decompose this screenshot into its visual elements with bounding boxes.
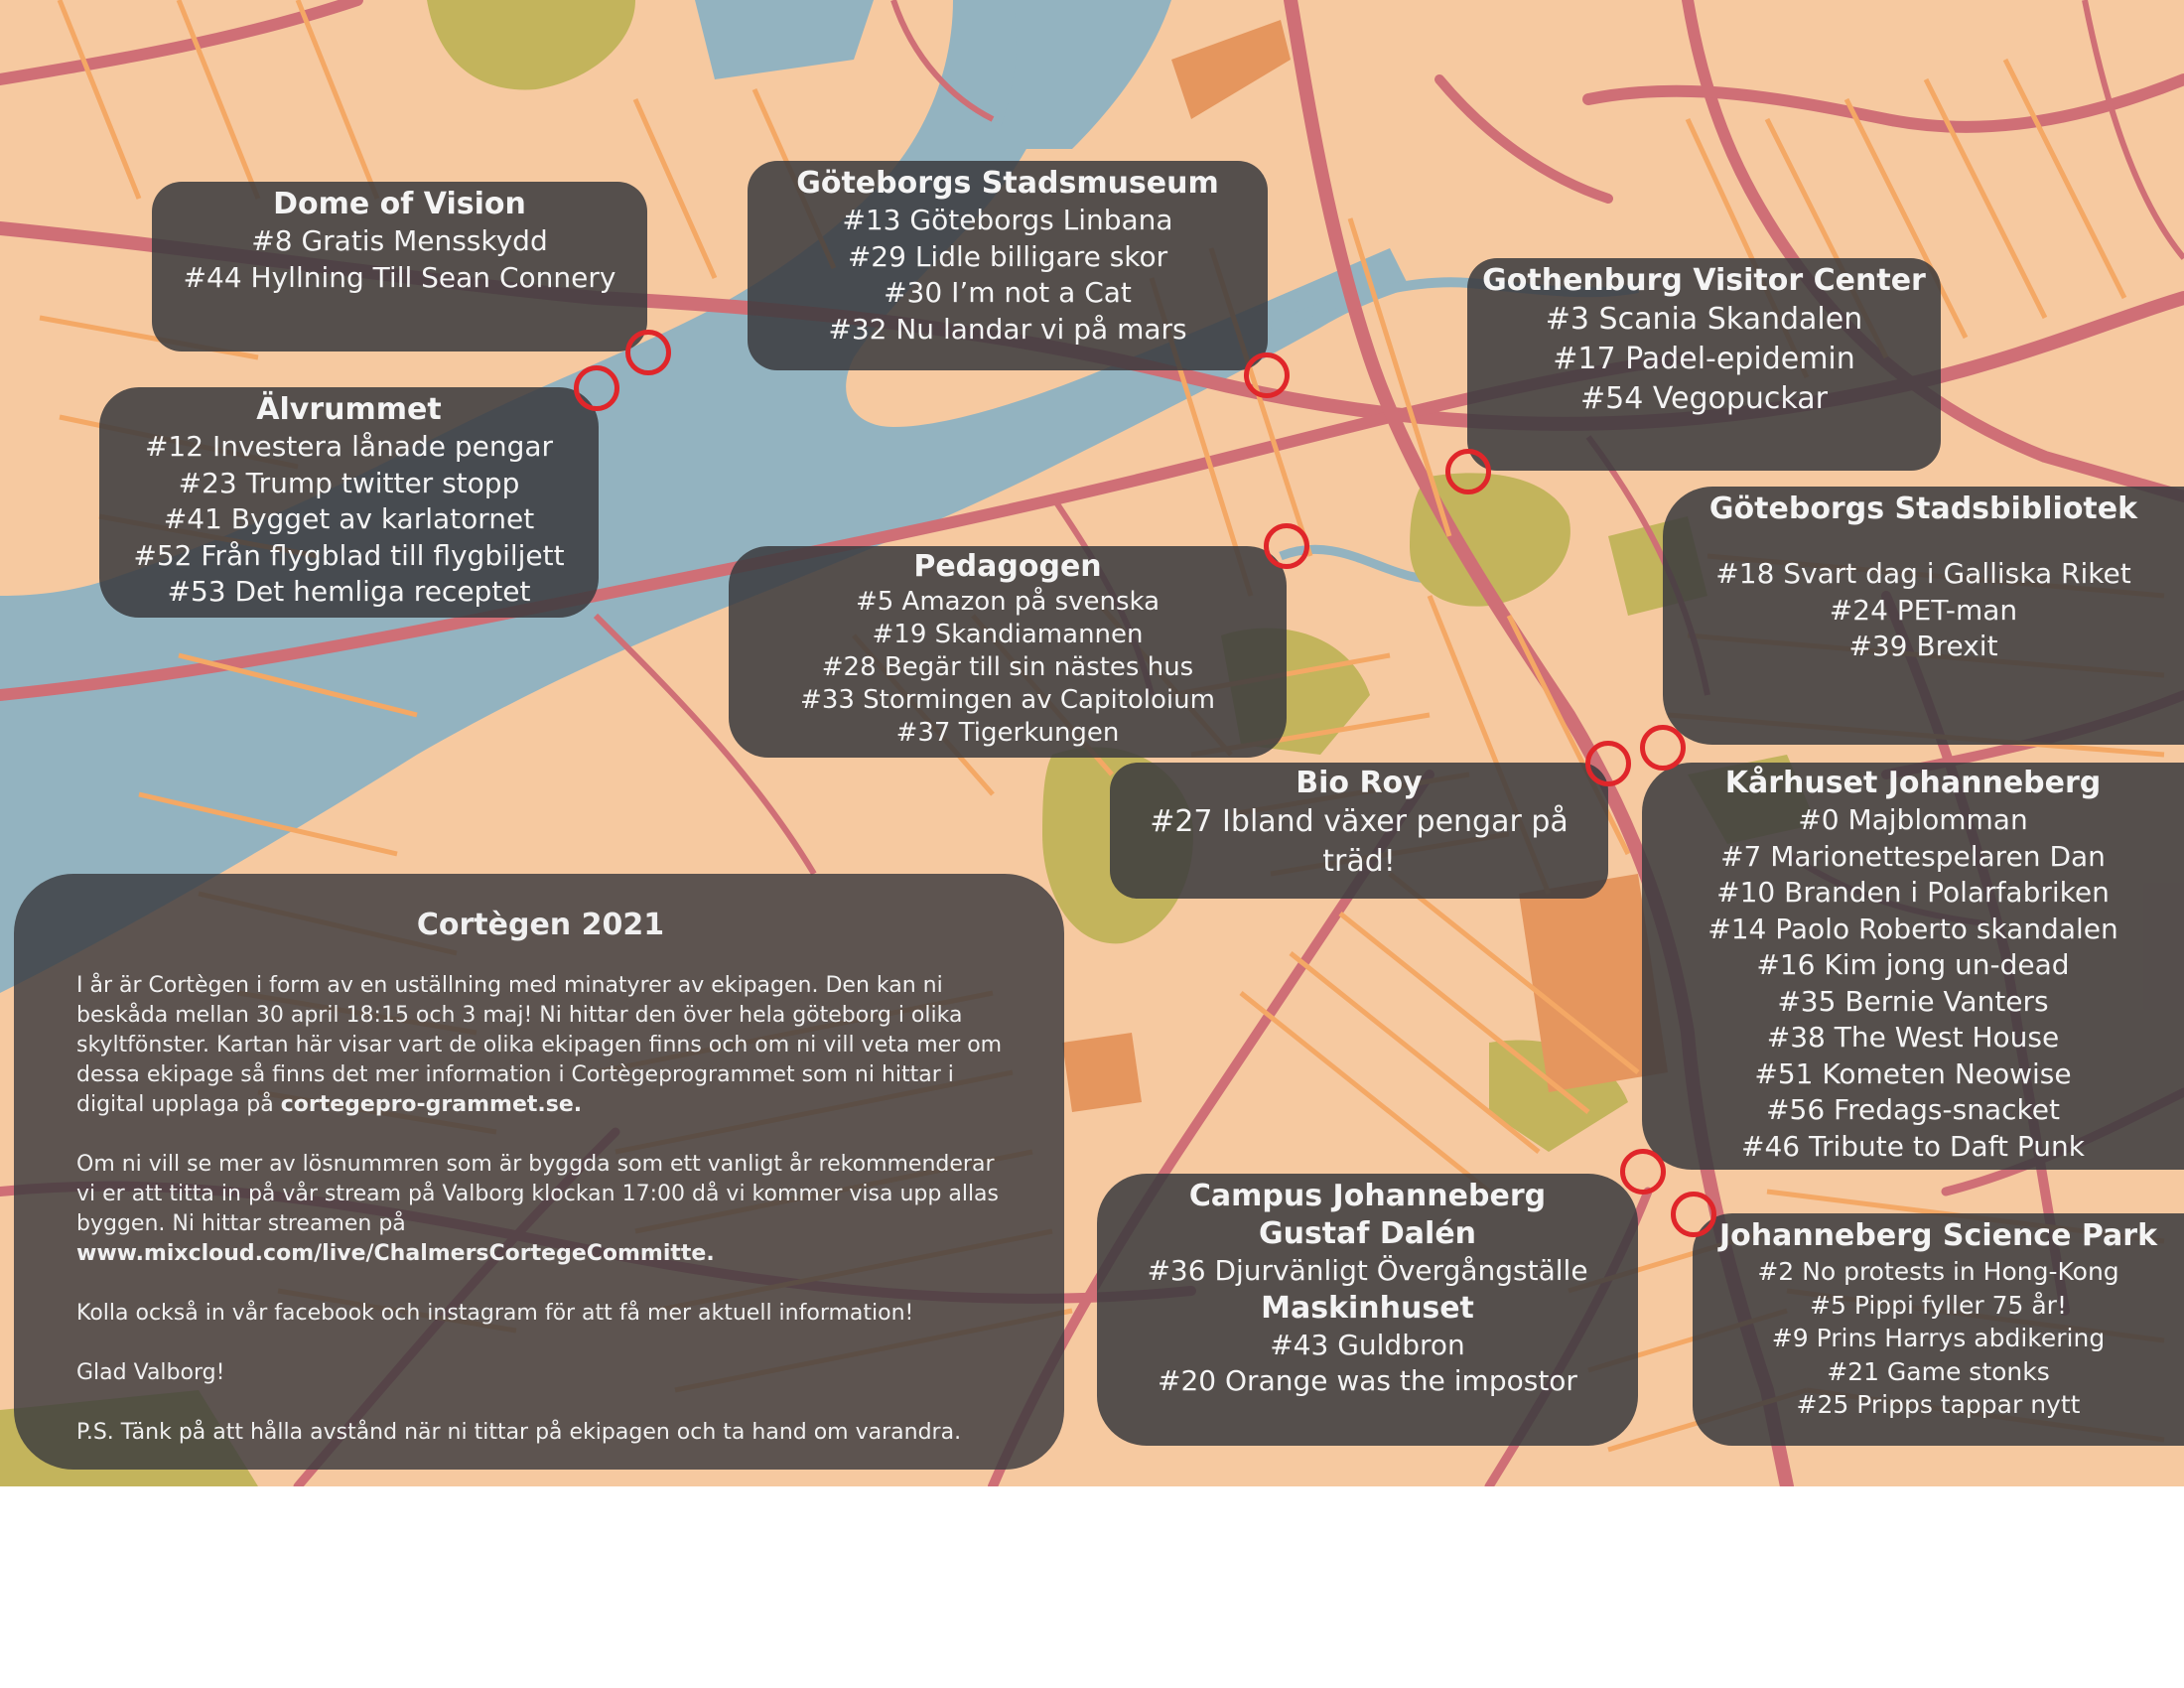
location-goteborgs-stadsbibliotek[interactable] (1663, 487, 2184, 745)
exhibit-item: #5 Amazon på svenska (855, 587, 1160, 617)
exhibit-item: #32 Nu landar vi på mars (828, 312, 1187, 346)
location-karhuset-johanneberg[interactable] (1642, 763, 2184, 1170)
info-panel (14, 874, 1064, 1470)
marker-alvrummet[interactable] (574, 365, 619, 411)
exhibit-item: #53 Det hemliga receptet (167, 575, 531, 608)
marker-karhuset-johanneberg[interactable] (1620, 1149, 1666, 1195)
exhibit-item: träd! (1322, 844, 1396, 879)
exhibit-item: #9 Prins Harrys abdikering (1771, 1324, 2106, 1352)
exhibit-item: #8 Gratis Mensskydd (251, 224, 548, 257)
exhibit-item: #18 Svart dag i Galliska Riket (1715, 557, 2131, 590)
exhibit-item: #19 Skandiamannen (872, 620, 1144, 649)
exhibit-item: #52 Från flygblad till flygbiljett (133, 538, 565, 572)
exhibit-item: #33 Stormingen av Capitoloium (800, 685, 1215, 715)
marker-goteborgs-stadsmuseum[interactable] (1244, 352, 1290, 398)
exhibit-item: #28 Begär till sin nästes hus (821, 652, 1194, 682)
exhibit-item: #23 Trump twitter stopp (178, 466, 520, 499)
exhibit-item: #0 Majblomman (1798, 803, 2028, 836)
marker-pedagogen[interactable] (1264, 523, 1309, 569)
exhibit-item: #56 Fredags-snacket (1766, 1093, 2060, 1126)
marker-bio-roy[interactable] (1585, 741, 1631, 786)
exhibit-item: #20 Orange was the impostor (1158, 1364, 1577, 1397)
info-paragraph-2 (76, 1150, 1005, 1269)
exhibit-item: #44 Hyllning Till Sean Connery (183, 260, 616, 294)
marker-campus-johanneberg[interactable] (1671, 1192, 1716, 1237)
exhibit-item: #25 Pripps tappar nytt (1796, 1390, 2081, 1419)
location-title: Älvrummet (256, 392, 442, 427)
exhibit-item: #5 Pippi fyller 75 år! (1810, 1290, 2067, 1320)
location-title: Dome of Vision (273, 187, 526, 221)
location-title: Johanneberg Science Park (1718, 1218, 2158, 1253)
location-subtitle: Maskinhuset (1261, 1290, 1474, 1326)
info-paragraph-4: Glad Valborg! (76, 1360, 225, 1385)
exhibit-item: #12 Investera lånade pengar (144, 430, 554, 463)
location-campus-johanneberg[interactable] (1097, 1174, 1638, 1446)
location-title: Bio Roy (1296, 766, 1423, 800)
exhibit-item: #39 Brexit (1848, 630, 1998, 662)
exhibit-item: #2 No protests in Hong-Kong (1757, 1257, 2119, 1286)
exhibit-item: #10 Branden i Polarfabriken (1716, 876, 2110, 909)
exhibit-item: #29 Lidle billigare skor (847, 239, 1168, 273)
exhibit-item: #43 Guldbron (1270, 1328, 1465, 1361)
marker-dome-of-vision[interactable] (625, 330, 671, 375)
exhibit-item: #27 Ibland växer pengar på (1150, 804, 1569, 839)
info-paragraph-2-text: Om ni vill se mer av lösnummren som är byggda som ett vanligt år rekommenderar vi er att titta in på vår stream på Valborg klockan 17:00 då vi kommer visa upp allas byggen. Ni hittar streamen på (76, 1152, 999, 1236)
location-gothenburg-visitor-center[interactable] (1467, 258, 1941, 471)
exhibit-item: #13 Göteborgs Linbana (842, 204, 1173, 236)
info-paragraph-1-text: I år är Cortègen i form av en uställning med minatyrer av ekipagen. Den kan ni beskåda mellan 30 april 18:15 och 3 maj! Ni hittar den över hela göteborg i olika skyltfönster. Kartan här visar vart de olika ekipagen finns och om ni vill veta mer om dessa ekipage så finns det mer information i Cortègeprogrammet som ni hittar i digital upplaga på (76, 973, 1003, 1117)
exhibit-item: #16 Kim jong un-dead (1756, 948, 2070, 981)
location-pedagogen[interactable] (729, 546, 1287, 758)
exhibit-item: #46 Tribute to Daft Punk (1741, 1129, 2085, 1163)
location-title: Pedagogen (913, 549, 1102, 584)
exhibit-item: #36 Djurvänligt Övergångställe (1147, 1254, 1588, 1287)
location-dome-of-vision[interactable] (152, 182, 647, 352)
location-title: Kårhuset Johanneberg (1724, 766, 2102, 800)
exhibit-item: #41 Bygget av karlatornet (163, 502, 535, 535)
location-title: Gothenburg Visitor Center (1482, 263, 1926, 298)
exhibit-item: #38 The West House (1766, 1021, 2060, 1054)
location-goteborgs-stadsmuseum[interactable] (748, 161, 1268, 370)
info-paragraph-1 (76, 971, 1005, 1120)
location-subtitle: Gustaf Dalén (1258, 1216, 1477, 1251)
exhibit-item: #54 Vegopuckar (1579, 381, 1828, 416)
exhibit-item: #51 Kometen Neowise (1754, 1056, 2072, 1090)
exhibit-item: #24 PET-man (1829, 593, 2018, 627)
location-bio-roy[interactable] (1110, 763, 1608, 899)
program-link[interactable]: cortegepro-grammet.se. (280, 1092, 583, 1117)
location-alvrummet[interactable] (99, 387, 599, 618)
exhibit-item: #7 Marionettespelaren Dan (1720, 839, 2106, 873)
exhibit-item: #30 I’m not a Cat (884, 276, 1132, 309)
stream-link[interactable]: www.mixcloud.com/live/ChalmersCortegeCommitte. (76, 1241, 715, 1266)
info-paragraph-3: Kolla också in vår facebook och instagram för att få mer aktuell information! (76, 1301, 914, 1326)
location-title: Göteborgs Stadsmuseum (796, 166, 1219, 201)
exhibit-item: #35 Bernie Vanters (1777, 984, 2049, 1018)
info-paragraph-5: P.S. Tänk på att hålla avstånd när ni tittar på ekipagen och ta hand om varandra. (76, 1420, 962, 1445)
info-title: Cortègen 2021 (416, 908, 665, 942)
location-title: Göteborgs Stadsbibliotek (1708, 492, 2138, 526)
exhibit-item: #17 Padel-epidemin (1553, 342, 1855, 376)
location-johanneberg-science-park[interactable] (1693, 1213, 2184, 1446)
location-title: Campus Johanneberg (1188, 1179, 1547, 1213)
marker-goteborgs-stadsbibliotek[interactable] (1640, 725, 1686, 771)
exhibit-item: #37 Tigerkungen (895, 718, 1120, 748)
exhibit-item: #3 Scania Skandalen (1545, 302, 1863, 337)
exhibit-item: #21 Game stonks (1827, 1356, 2050, 1386)
exhibit-item: #14 Paolo Roberto skandalen (1707, 912, 2118, 945)
marker-gothenburg-visitor-center[interactable] (1445, 449, 1491, 494)
